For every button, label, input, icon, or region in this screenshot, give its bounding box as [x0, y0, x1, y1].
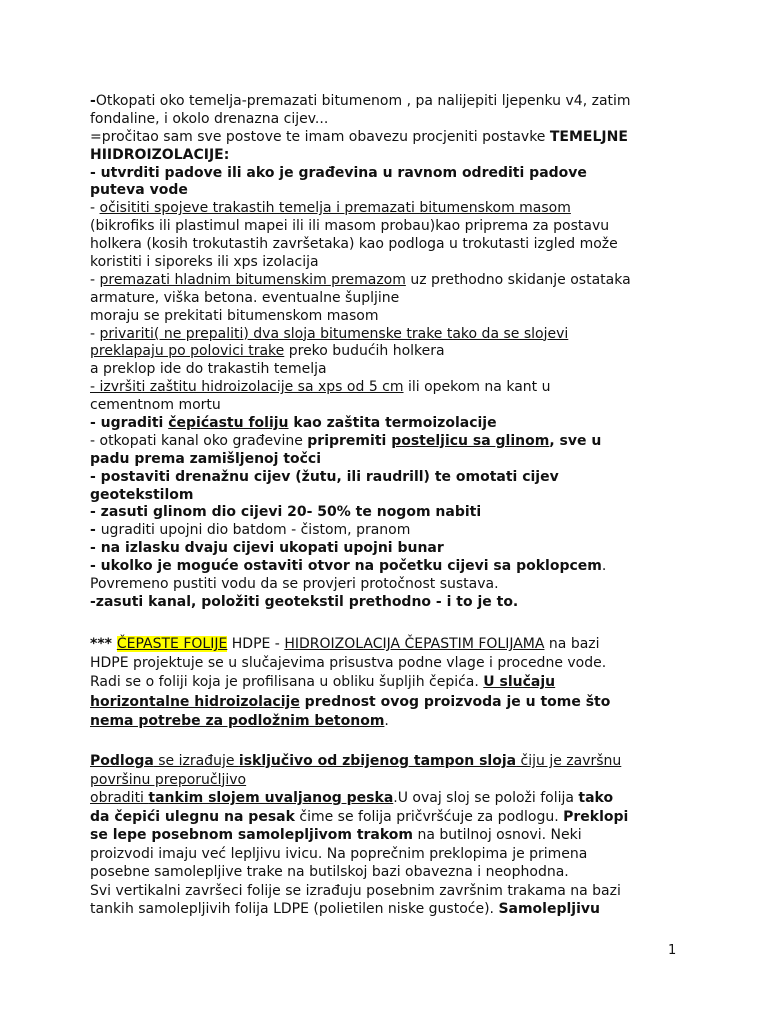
text-line: - utvrditi padove ili ako je građevina u ravnom odrediti padove: [90, 164, 587, 181]
text-line: - očisititi spojeve trakastih temelja i premazati bitumenskom masom: [90, 200, 571, 217]
text-line: - izvršiti zaštitu hidroizolacije sa xps od 5 cm ili opekom na kant u: [90, 379, 551, 396]
text-line: geotekstilom: [90, 486, 194, 503]
text-line: *** ČEPASTE FOLIJE HDPE - HIDROIZOLACIJA ČEPASTIM FOLIJAMA na bazi: [90, 636, 600, 652]
text-line: moraju se prekitati bitumenskom masom: [90, 307, 379, 324]
text-line: - zasuti glinom dio cijevi 20- 50% te nogom nabiti: [90, 504, 482, 521]
text-line: obraditi tankim slojem uvaljanog peska.U ovaj sloj se položi folija tako: [90, 790, 614, 806]
text-line: armature, viška betona. eventualne šupljine: [90, 289, 400, 306]
text-line: Radi se o foliji koja je profilisana u obliku šupljih čepića. U slučaju: [90, 674, 556, 691]
text-line: - na izlasku dvaju cijevi ukopati upojni bunar: [90, 540, 444, 557]
text-line: proizvodi imaju već lepljivu ivicu. Na poprečnim preklopima je primena: [90, 845, 588, 862]
text-line: horizontalne hidroizolacije prednost ovog proizvoda je u tome što: [90, 693, 611, 710]
text-line: =pročitao sam sve postove te imam obavezu procjeniti postavke TEMELJNE: [90, 128, 628, 145]
text-line: Povremeno pustiti vodu da se provjeri protočnost sustava.: [90, 576, 499, 593]
text-line: (bikrofiks ili plastimul mapei ili ili masom probau)kao pripremа za postavu: [90, 218, 610, 235]
text-line: -zasuti kanal, položiti geotekstil prethodno - i to je to.: [90, 593, 519, 610]
text-line: tankih samolepljivih folija LDPE (polietilen niske gustoće). Samolepljivu: [90, 901, 600, 917]
text-line: - ugraditi upojni dio batdom - čistom, pranom: [90, 522, 411, 539]
text-line: padu prema zamišljenoj točci: [90, 450, 322, 467]
text-line: preklapaju po polovici trake preko budućih holkera: [90, 343, 445, 360]
text-line: se lepe posebnom samolepljivom trakom na butilnoj osnovi. Neki: [90, 827, 582, 843]
text-line: Svi vertikalni završeci folije se izrađuju posebnim završnim trakama na bazi: [90, 882, 621, 899]
section-cepaste-folije: [90, 635, 680, 731]
text-line: holkera (kosih trokutastih završetaka) kao podloga u trokutasti izgled može: [90, 236, 618, 253]
text-line: - ugraditi čepićastu foliju kao zaštita termoizolacije: [90, 415, 497, 432]
text-line: - postaviti drenažnu cijev (žutu, ili raudrill) te omotati cijev: [90, 468, 559, 485]
text-line: Podloga se izrađuje isključivo od zbijenog tampon sloja čiju je završnu: [90, 753, 622, 769]
text-line: - premazati hladnim bitumenskim premazom uz prethodno skidanje ostataka: [90, 271, 631, 288]
text-line: da čepići ulegnu na pesak čime se folija pričvršćuje za podlogu. Preklopi: [90, 808, 629, 825]
text-line: puteva vode: [90, 182, 188, 199]
text-line: - ukolko je moguće ostaviti otvor na početku cijevi sa poklopcem.: [90, 558, 607, 575]
text-line: - otkopati kanal oko građevine pripremiti posteljicu sa glinom, sve u: [90, 432, 602, 449]
text-line: nema potrebe za podložnim betonom.: [90, 712, 389, 729]
text-line: - privariti( ne prepaliti) dva sloja bitumenske trake tako da se slojevi: [90, 325, 569, 342]
text-line: posebne samolepljive trake na butilskoj bazi obavezna i neophodna.: [90, 864, 569, 880]
page-number: 1: [668, 943, 677, 958]
text-line: a preklop ide do trakastih temelja: [90, 361, 327, 378]
text-line: HIIDROIZOLACIJE:: [90, 146, 230, 163]
section-podloga: [90, 752, 680, 919]
text-line: površinu preporučljivo: [90, 771, 247, 788]
text-line: cementnom mortu: [90, 397, 221, 414]
section-instructions: [90, 93, 680, 612]
text-line: HDPE projektuje se u slučajevima prisustva podne vlage i procedne vode.: [90, 655, 607, 672]
text-line: fondaline, i okolo drenazna cijev...: [90, 110, 329, 127]
text-line: -Otkopati oko temelja-premazati bitumenom , pa nalijepiti ljepenku v4, zatim: [90, 93, 631, 109]
text-line: koristiti i siporeks ili xps izolacija: [90, 254, 319, 271]
